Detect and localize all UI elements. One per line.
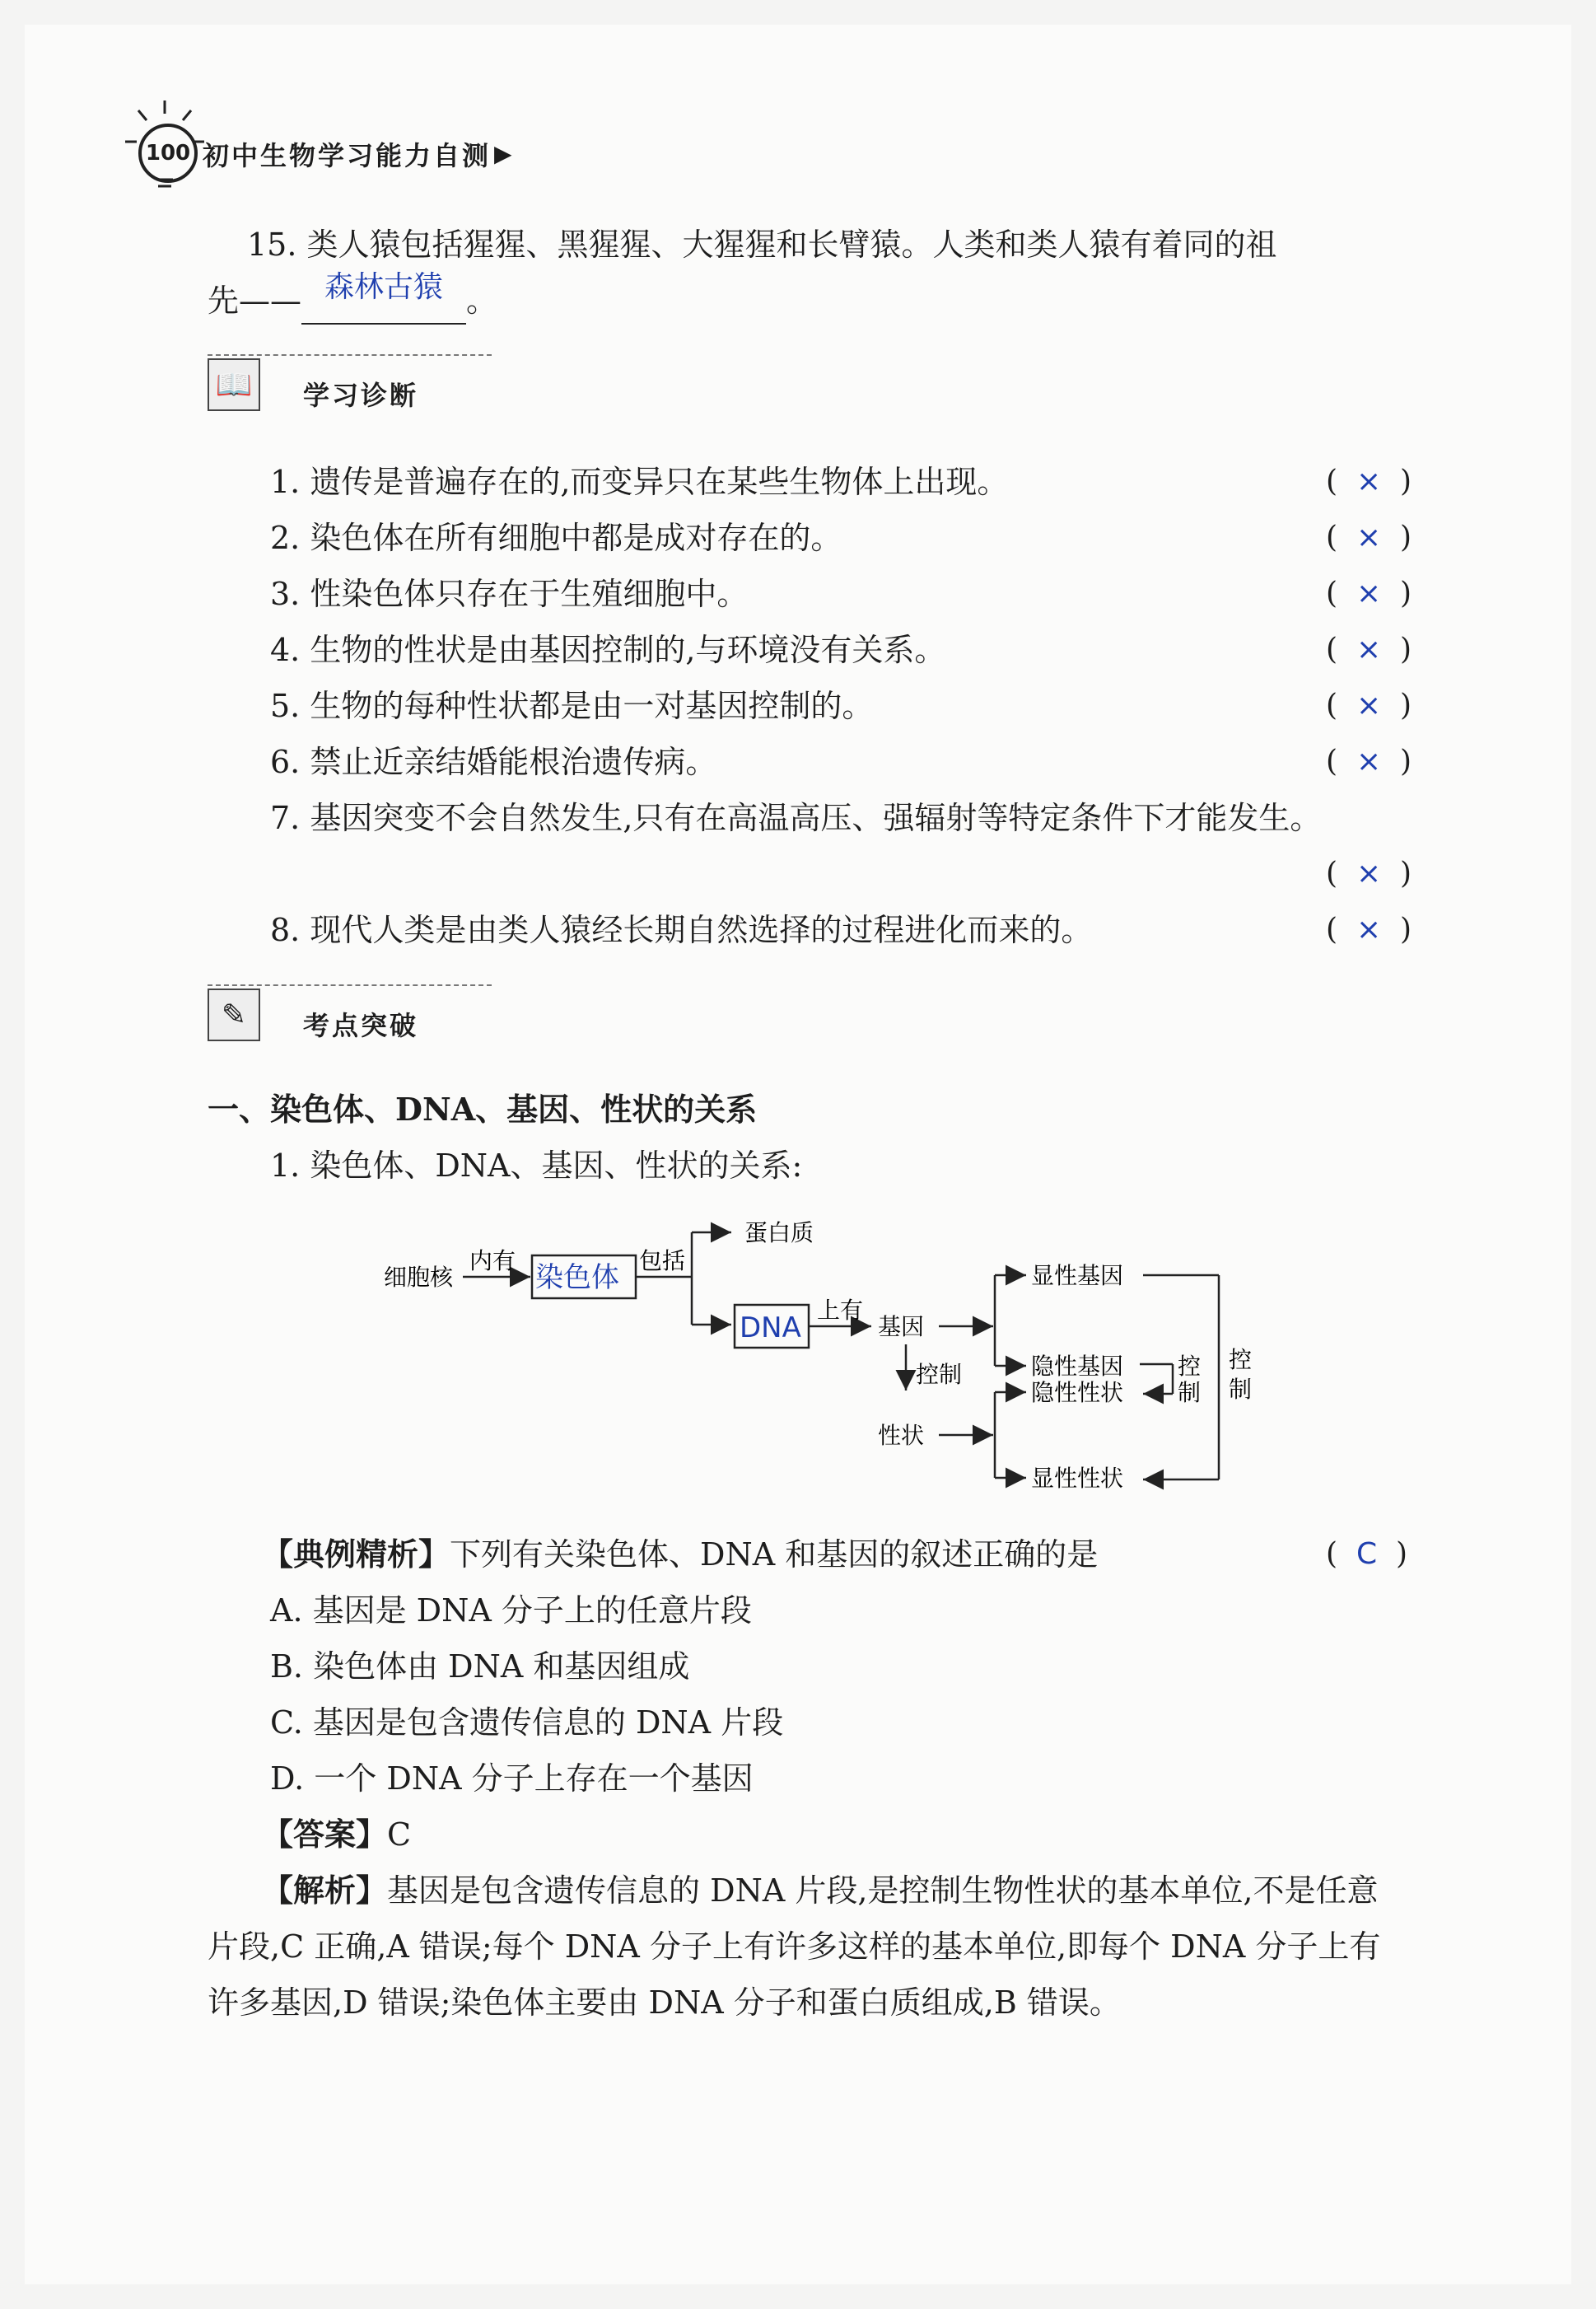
diagnosis-answer: ( × )	[1326, 465, 1412, 498]
analysis-label: 【解析】	[262, 1872, 388, 1909]
page-number: 100	[138, 124, 198, 183]
diagnosis-item: 2. 染色体在所有细胞中都是成对存在的。	[270, 520, 842, 556]
diagram-dominant-trait: 显性性状	[1031, 1465, 1124, 1492]
diagnosis-item: 5. 生物的每种性状都是由一对基因控制的。	[270, 688, 874, 724]
section-divider	[208, 354, 492, 356]
reading-student-icon: 📖	[208, 358, 260, 411]
analysis-line-3: 许多基因,D 错误;染色体主要由 DNA 分子和蛋白质组成,B 错误。	[208, 1984, 1121, 2021]
diagram-dominant-gene: 显性基因	[1031, 1262, 1124, 1289]
diagram-contains: 内有	[469, 1247, 516, 1274]
example-label: 【典例精析】	[262, 1535, 450, 1573]
option-b: B. 染色体由 DNA 和基因组成	[270, 1648, 690, 1685]
diagnosis-answer: ( × )	[1326, 689, 1412, 722]
diagram-chromosome: 染色体	[535, 1261, 619, 1294]
analysis-line-1	[262, 1870, 1379, 1911]
diagnosis-item: 4. 生物的性状是由基因控制的,与环境没有关系。	[270, 632, 946, 668]
answer-value: C	[387, 1816, 412, 1853]
example-text: 下列有关染色体、DNA 和基因的叙述正确的是	[450, 1536, 1099, 1573]
q15-suffix: 。	[466, 283, 498, 319]
diagnosis-answer: ( × )	[1326, 913, 1412, 947]
option-a: A. 基因是 DNA 分子上的任意片段	[270, 1592, 752, 1629]
section-divider	[208, 984, 492, 986]
relationship-diagram	[362, 1203, 1285, 1499]
diagram-nucleus: 细胞核	[384, 1264, 454, 1291]
diagnosis-answer: ( × )	[1326, 745, 1412, 778]
example-answer: C	[1356, 1537, 1378, 1571]
diagnosis-item: 6. 禁止近亲结婚能根治遗传病。	[270, 744, 717, 780]
answer-line	[262, 1814, 411, 1855]
analysis-line-2: 片段,C 正确,A 错误;每个 DNA 分子上有许多这样的基本单位,即每个 DNA 分子上有	[208, 1928, 1381, 1965]
breakthrough-title: 考点突破	[303, 1010, 419, 1041]
option-c: C. 基因是包含遗传信息的 DNA 片段	[270, 1704, 784, 1741]
diagram-control-big-2: 制	[1229, 1376, 1253, 1403]
diagnosis-item: 8. 现代人类是由类人猿经长期自然选择的过程进化而来的。	[270, 912, 1093, 948]
diagram-trait: 性状	[878, 1422, 925, 1449]
diagram-control-small-2: 制	[1178, 1379, 1202, 1406]
breakthrough-heading: 一、染色体、DNA、基因、性状的关系	[208, 1091, 758, 1128]
header-arrow-icon: ▶	[494, 140, 512, 167]
thinking-student-icon: ✎	[208, 989, 260, 1041]
diagram-control-small-1: 控	[1178, 1353, 1202, 1380]
example-question	[262, 1534, 1098, 1575]
diagnosis-answer: ( × )	[1326, 633, 1412, 666]
q15-line2	[208, 270, 498, 325]
diagnosis-title: 学习诊断	[303, 380, 419, 411]
book-title: 初中生物学习能力自测	[203, 140, 492, 171]
diagram-dna: DNA	[740, 1311, 801, 1344]
q15-answer-blank	[301, 270, 466, 325]
diagram-gene: 基因	[878, 1313, 925, 1340]
analysis-text-1: 基因是包含遗传信息的 DNA 片段,是控制生物性状的基本单位,不是任意	[387, 1872, 1379, 1909]
diagram-on: 上有	[817, 1297, 864, 1324]
diagram-includes: 包括	[639, 1247, 686, 1274]
diagram-recessive-trait: 隐性性状	[1031, 1379, 1124, 1406]
answer-label: 【答案】	[262, 1816, 388, 1853]
q15-line1: 15. 类人猿包括猩猩、黑猩猩、大猩猩和长臂猿。人类和类人猿有着同的祖	[247, 227, 1277, 263]
diagnosis-answer: ( × )	[1326, 857, 1412, 890]
q15-prefix: 先——	[208, 283, 302, 319]
diagram-protein: 蛋白质	[744, 1219, 814, 1246]
diagram-control-big-1: 控	[1229, 1346, 1253, 1373]
diagnosis-item: 7. 基因突变不会自然发生,只有在高温高压、强辐射等特定条件下才能发生。	[270, 800, 1322, 836]
q15-answer: 森林古猿	[324, 270, 444, 304]
diagnosis-item: 3. 性染色体只存在于生殖细胞中。	[270, 576, 749, 612]
diagnosis-answer: ( × )	[1326, 521, 1412, 554]
diagram-control: 控制	[916, 1361, 963, 1388]
example-answer-paren: ( C )	[1326, 1537, 1408, 1571]
option-d: D. 一个 DNA 分子上存在一个基因	[270, 1760, 754, 1797]
diagnosis-item: 1. 遗传是普遍存在的,而变异只在某些生物体上出现。	[270, 464, 1009, 500]
diagram-recessive-gene: 隐性基因	[1031, 1353, 1124, 1380]
diagnosis-answer: ( × )	[1326, 577, 1412, 610]
breakthrough-intro: 1. 染色体、DNA、基因、性状的关系:	[270, 1147, 803, 1184]
